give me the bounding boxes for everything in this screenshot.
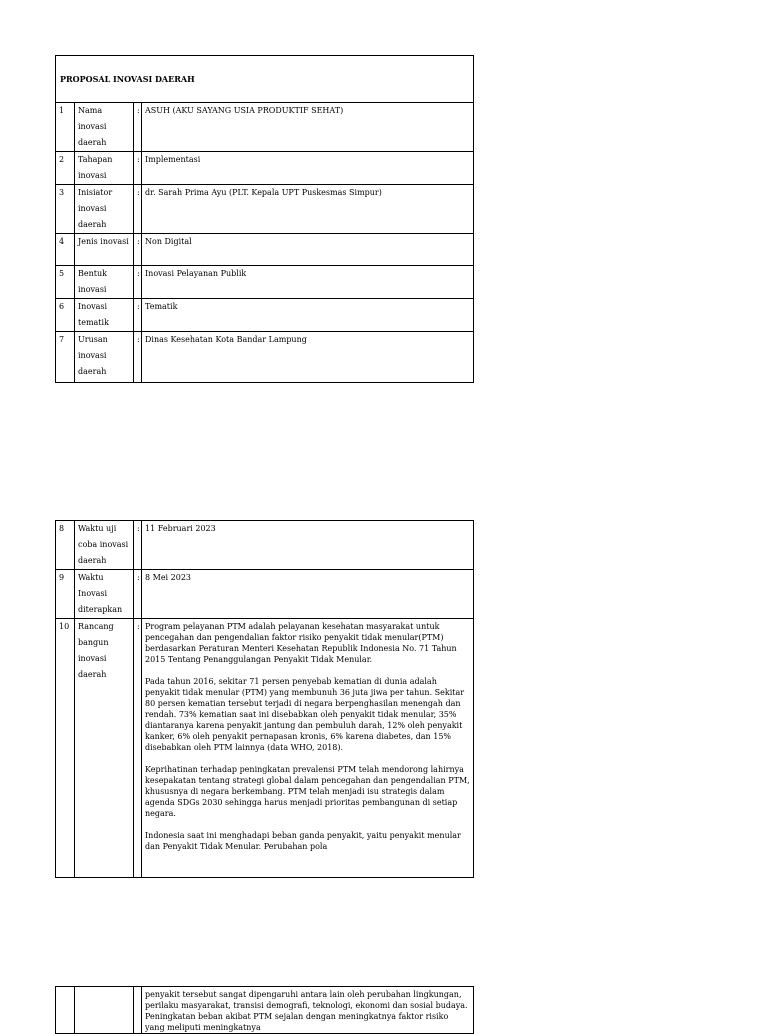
- table-row: [56, 619, 474, 878]
- separator: :: [134, 185, 142, 234]
- table-row: [56, 570, 474, 619]
- paragraph: Pada tahun 2016, sekitar 71 persen penyebab kematian di dunia adalah penyakit tidak menular (PTM) yang membunuh 36 juta jiwa per tahun. Sekitar 80 persen kematian tersebut terjadi di negara berpenghasilan menengah dan rendah. 73% kematian saat ini disebabkan oleh penyakit tidak menular, 35% diantaranya karena penyakit jantung dan pembuluh darah, 12% oleh penyakit kanker, 6% oleh penyakit pernapasan kronis, 6% karena diabetes, dan 15% disebabkan oleh PTM lainnya (data WHO, 2018).: [145, 677, 465, 752]
- table-row: [56, 103, 474, 152]
- row-number: 4: [56, 234, 75, 266]
- table-row: [56, 521, 474, 570]
- table-row: [56, 332, 474, 383]
- document-title: PROPOSAL INOVASI DAERAH: [56, 56, 474, 103]
- row-number: 3: [56, 185, 75, 234]
- field-value: [142, 987, 474, 1034]
- field-label: Inovasi tematik: [75, 299, 134, 332]
- field-label: Rancang bangun inovasi daerah: [75, 619, 134, 878]
- field-value: [142, 619, 474, 878]
- paragraph: Program pelayanan PTM adalah pelayanan kesehatan masyarakat untuk pencegahan dan pengendalian faktor risiko penyakit tidak menular(PTM) berdasarkan Peraturan Menteri Kesehatan Republik Indonesia No. 71 Tahun 2015 Tentang Penanggulangan Penyakit Tidak Menular.: [145, 622, 457, 664]
- separator: [134, 987, 142, 1034]
- separator: :: [134, 521, 142, 570]
- proposal-table-part-3: [55, 986, 474, 1034]
- field-value: 11 Februari 2023: [142, 521, 474, 570]
- paragraph: penyakit tersebut sangat dipengaruhi antara lain oleh perubahan lingkungan, perilaku masyarakat, transisi demografi, teknologi, ekonomi dan sosial budaya. Peningkatan beban akibat PTM sejalan dengan meningkatnya faktor risiko yang meliputi meningkatnya: [145, 990, 468, 1032]
- field-value: 8 Mei 2023: [142, 570, 474, 619]
- title-row: [56, 56, 474, 103]
- separator: :: [134, 152, 142, 185]
- field-value: dr. Sarah Prima Ayu (PLT. Kepala UPT Puskesmas Simpur): [142, 185, 474, 234]
- separator: :: [134, 619, 142, 878]
- row-number: 10: [56, 619, 75, 878]
- paragraph: Indonesia saat ini menghadapi beban ganda penyakit, yaitu penyakit menular dan Penyakit Tidak Menular. Perubahan pola: [145, 831, 461, 851]
- field-label: Urusan inovasi daerah: [75, 332, 134, 383]
- field-label: Waktu uji coba inovasi daerah: [75, 521, 134, 570]
- field-label: Jenis inovasi: [75, 234, 134, 266]
- field-value: Tematik: [142, 299, 474, 332]
- proposal-table: [55, 986, 474, 1034]
- row-number: 5: [56, 266, 75, 299]
- field-label: Inisiator inovasi daerah: [75, 185, 134, 234]
- paragraph: Keprihatinan terhadap peningkatan prevalensi PTM telah mendorong lahirnya kesepakatan tentang strategi global dalam pencegahan dan pengendalian PTM, khususnya di negara berkembang. PTM telah menjadi isu strategis dalam agenda SDGs 2030 sehingga harus menjadi prioritas pembangunan di setiap negara.: [145, 765, 470, 818]
- field-value: Inovasi Pelayanan Publik: [142, 266, 474, 299]
- field-value: Dinas Kesehatan Kota Bandar Lampung: [142, 332, 474, 383]
- field-value: Non Digital: [142, 234, 474, 266]
- separator: :: [134, 103, 142, 152]
- table-row: [56, 299, 474, 332]
- field-label: Nama inovasi daerah: [75, 103, 134, 152]
- proposal-table-part-2: [55, 520, 474, 878]
- field-value: Implementasi: [142, 152, 474, 185]
- field-value: ASUH (AKU SAYANG USIA PRODUKTIF SEHAT): [142, 103, 474, 152]
- separator: :: [134, 266, 142, 299]
- row-number: 7: [56, 332, 75, 383]
- proposal-table: [55, 520, 474, 878]
- field-label: Waktu Inovasi diterapkan: [75, 570, 134, 619]
- proposal-table: [55, 55, 474, 383]
- table-row: [56, 266, 474, 299]
- separator: :: [134, 234, 142, 266]
- field-label: Bentuk inovasi: [75, 266, 134, 299]
- separator: :: [134, 570, 142, 619]
- table-row: [56, 987, 474, 1034]
- separator: :: [134, 332, 142, 383]
- row-number: 1: [56, 103, 75, 152]
- field-label: Tahapan inovasi: [75, 152, 134, 185]
- table-row: [56, 234, 474, 266]
- row-number: 9: [56, 570, 75, 619]
- row-number: 2: [56, 152, 75, 185]
- separator: :: [134, 299, 142, 332]
- row-number: 6: [56, 299, 75, 332]
- table-row: [56, 185, 474, 234]
- proposal-table-part-1: [55, 55, 474, 383]
- field-label: [75, 987, 134, 1034]
- table-row: [56, 152, 474, 185]
- row-number: 8: [56, 521, 75, 570]
- row-number: [56, 987, 75, 1034]
